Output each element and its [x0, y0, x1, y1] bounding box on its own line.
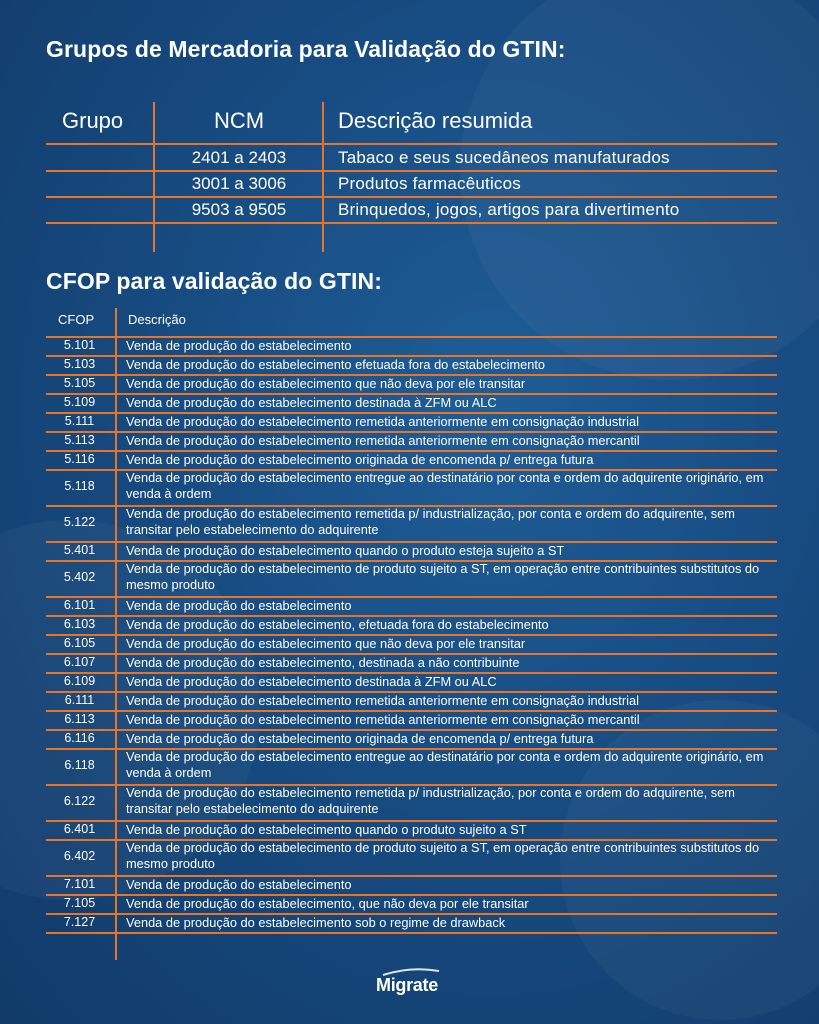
cfop-title: CFOP para validação do GTIN:	[46, 268, 382, 294]
cfop-description: Venda de produção do estabelecimento quando o produto sujeito a ST	[126, 822, 527, 837]
migrate-logo: Migrate	[376, 975, 438, 995]
groups-divider-horizontal	[46, 196, 777, 198]
groups-divider-horizontal	[46, 143, 777, 145]
cfop-description: Venda de produção do estabelecimento que não deva por ele transitar	[126, 376, 526, 391]
cfop-code: 5.101	[63, 337, 96, 352]
groups-row-ncm: 2401 a 2403	[191, 148, 287, 167]
cfop-code: 5.103	[63, 356, 96, 371]
cfop-description: Venda de produção do estabelecimento remetida anteriormente em consignação industrial	[126, 693, 639, 708]
cfop-description: Venda de produção do estabelecimento quando o produto esteja sujeito a ST	[126, 543, 565, 558]
cfop-description: Venda de produção do estabelecimento destinada à ZFM ou ALC	[126, 674, 497, 689]
groups-title: Grupos de Mercadoria para Validação do GTIN:	[46, 36, 566, 62]
cfop-description: Venda de produção do estabelecimento remetida anteriormente em consignação mercantil	[126, 433, 640, 448]
cfop-code: 6.101	[63, 597, 96, 612]
groups-divider-horizontal	[46, 170, 777, 172]
cfop-code: 6.107	[63, 654, 96, 669]
cfop-code: 6.105	[63, 635, 96, 650]
cfop-description: Venda de produção do estabelecimento que não deva por ele transitar	[126, 636, 526, 651]
cfop-description: Venda de produção do estabelecimento de produto sujeito a ST, em operação entre contribuintes substitutos do mesmo produto	[126, 561, 760, 592]
cfop-code: 6.402	[63, 849, 96, 863]
cfop-code: 6.113	[64, 711, 95, 726]
cfop-code: 6.109	[63, 673, 96, 688]
cfop-code: 5.113	[64, 432, 95, 447]
cfop-description: Venda de produção do estabelecimento remetida p/ industrialização, por conta e ordem do adquirente, sem transitar pelo estabelecimento do adquirente	[126, 785, 735, 816]
cfop-description: Venda de produção do estabelecimento, que não deva por ele transitar	[126, 896, 529, 911]
cfop-code: 5.116	[64, 451, 95, 466]
cfop-description: Venda de produção do estabelecimento entregue ao destinatário por conta e ordem do adquirente originário, em venda à ordem	[126, 470, 764, 501]
cfop-code: 7.101	[63, 876, 96, 891]
cfop-divider-horizontal	[46, 932, 777, 934]
cfop-description: Venda de produção do estabelecimento de produto sujeito a ST, em operação entre contribuintes substitutos do mesmo produto	[126, 840, 760, 871]
groups-divider-vertical	[322, 102, 324, 252]
groups-row-descricao: Tabaco e seus sucedâneos manufaturados	[338, 148, 670, 167]
groups-row-ncm: 3001 a 3006	[191, 174, 287, 193]
cfop-description: Venda de produção do estabelecimento, destinada a não contribuinte	[126, 655, 520, 670]
cfop-description: Venda de produção do estabelecimento remetida anteriormente em consignação mercantil	[126, 712, 640, 727]
groups-header-grupo: Grupo	[62, 108, 124, 133]
cfop-code: 6.103	[63, 616, 96, 631]
cfop-code: 6.118	[64, 758, 95, 772]
cfop-description: Venda de produção do estabelecimento efetuada fora do estabelecimento	[126, 357, 546, 372]
cfop-description: Venda de produção do estabelecimento, efetuada fora do estabelecimento	[126, 617, 549, 632]
cfop-code: 6.401	[63, 821, 96, 836]
cfop-description: Venda de produção do estabelecimento	[126, 877, 352, 892]
groups-header-descricao: Descrição resumida	[338, 108, 533, 133]
cfop-code: 5.118	[64, 479, 95, 493]
cfop-code: 5.122	[63, 515, 96, 529]
cfop-code: 5.109	[63, 394, 96, 409]
cfop-description: Venda de produção do estabelecimento	[126, 598, 352, 613]
cfop-code: 5.105	[63, 375, 96, 390]
groups-row-ncm: 9503 a 9505	[191, 200, 287, 219]
cfop-description: Venda de produção do estabelecimento entregue ao destinatário por conta e ordem do adquirente originário, em venda à ordem	[126, 749, 764, 780]
cfop-description: Venda de produção do estabelecimento originada de encomenda p/ entrega futura	[126, 452, 594, 467]
cfop-description: Venda de produção do estabelecimento remetida p/ industrialização, por conta e ordem do adquirente, sem transitar pelo estabelecimento do adquirente	[126, 506, 735, 537]
cfop-description: Venda de produção do estabelecimento remetida anteriormente em consignação industrial	[126, 414, 639, 429]
groups-row-descricao: Brinquedos, jogos, artigos para divertimento	[338, 200, 680, 219]
groups-divider-horizontal	[46, 222, 777, 224]
groups-divider-vertical	[153, 102, 155, 252]
groups-header-ncm: NCM	[213, 108, 265, 133]
cfop-description: Venda de produção do estabelecimento sob o regime de drawback	[126, 915, 506, 930]
cfop-header-cfop: CFOP	[58, 312, 95, 327]
cfop-code: 5.401	[63, 542, 96, 557]
groups-row-descricao: Produtos farmacêuticos	[338, 174, 521, 193]
cfop-code: 5.111	[64, 413, 95, 428]
cfop-code: 6.116	[64, 730, 95, 745]
cfop-code: 7.127	[63, 914, 96, 929]
cfop-code: 5.402	[63, 570, 96, 584]
cfop-description: Venda de produção do estabelecimento	[126, 338, 352, 353]
cfop-code: 6.122	[63, 794, 96, 808]
cfop-description: Venda de produção do estabelecimento originada de encomenda p/ entrega futura	[126, 731, 594, 746]
cfop-code: 6.111	[64, 692, 95, 707]
cfop-description: Venda de produção do estabelecimento destinada à ZFM ou ALC	[126, 395, 497, 410]
cfop-header-descricao: Descrição	[128, 312, 186, 327]
cfop-code: 7.105	[63, 895, 96, 910]
